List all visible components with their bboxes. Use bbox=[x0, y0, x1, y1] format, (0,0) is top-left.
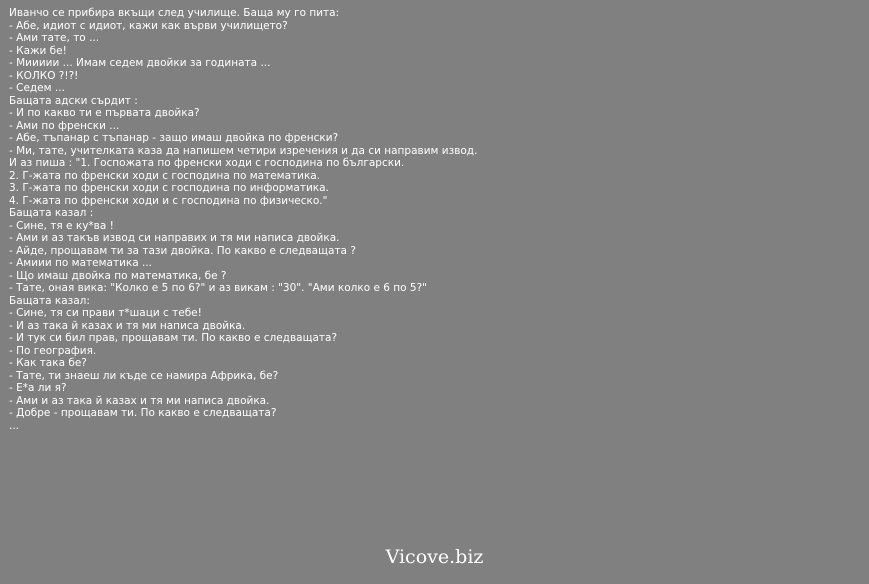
joke-line: - Тате, ти знаеш ли къде се намира Африка, бе? bbox=[9, 369, 279, 382]
joke-line: 4. Г-жата по френски ходи и с господина по физическо." bbox=[9, 194, 328, 207]
joke-line: - И тук си бил прав, прощавам ти. По какво е следващата? bbox=[9, 332, 338, 344]
joke-line: - Кажи бе! bbox=[9, 44, 67, 57]
joke-line: - КОЛКО ?!?! bbox=[9, 69, 79, 82]
joke-line: - Айде, прощавам ти за тази двойка. По какво е следващата ? bbox=[9, 244, 356, 257]
joke-line: - Амиии по математика ... bbox=[9, 257, 153, 269]
joke-line: - Сине, тя е ку*ва ! bbox=[9, 219, 114, 232]
joke-line: Бащата казал: bbox=[9, 294, 90, 307]
joke-line: Бащата адски сърдит : bbox=[9, 94, 138, 107]
joke-line: - Ами тате, то ... bbox=[9, 32, 100, 44]
joke-line: - Ами и аз така й казах и тя ми написа двойка. bbox=[9, 394, 270, 407]
joke-line: - Абе, тъпанар с тъпанар - защо имаш двойка по френски? bbox=[9, 132, 339, 144]
joke-line: И аз пиша : "1. Госпожата по френски ходи с господина по български. bbox=[9, 157, 405, 169]
joke-line: - Как така бе? bbox=[9, 357, 87, 369]
joke-line: - Тате, оная вика: "Колко е 5 по 6?" и аз викам : "30". "Ами колко е 6 по 5?" bbox=[9, 282, 427, 294]
joke-line: - И по какво ти е първата двойка? bbox=[9, 107, 200, 119]
joke-line: - Сине, тя си прави т*шаци с тебе! bbox=[9, 307, 202, 319]
joke-line: - Що имаш двойка по математика, бе ? bbox=[9, 269, 227, 282]
joke-line: - По география. bbox=[9, 344, 97, 357]
joke-line: 3. Г-жата по френски ходи с господина по информатика. bbox=[9, 182, 329, 194]
joke-line: - Ми, тате, учителката каза да напишем четири изречения и да си направим извод. bbox=[9, 144, 478, 157]
joke-line: - Миииии ... Имам седем двойки за годината ... bbox=[9, 57, 271, 69]
joke-line: - Добре - прощавам ти. По какво е следващата? bbox=[9, 407, 277, 419]
joke-line: - И аз така й казах и тя ми написа двойка. bbox=[9, 319, 246, 332]
joke-line: 2. Г-жата по френски ходи с господина по математика. bbox=[9, 169, 321, 182]
site-watermark: Vicove.biz bbox=[385, 546, 484, 568]
joke-line: - Ами и аз такъв извод си направих и тя ми написа двойка. bbox=[9, 232, 340, 244]
joke-line: ... bbox=[9, 419, 20, 432]
joke-line: Иванчо се прибира вкъщи след училище. Баща му го пита: bbox=[9, 7, 340, 19]
joke-text-block bbox=[9, 7, 859, 432]
joke-line: - Абе, идиот с идиот, кажи как върви училището? bbox=[9, 19, 288, 32]
joke-line: - Е*а ли я? bbox=[9, 382, 67, 394]
joke-line: Бащата казал : bbox=[9, 207, 94, 219]
joke-line: - Седем ... bbox=[9, 82, 65, 94]
joke-line: - Ами по френски ... bbox=[9, 119, 120, 132]
